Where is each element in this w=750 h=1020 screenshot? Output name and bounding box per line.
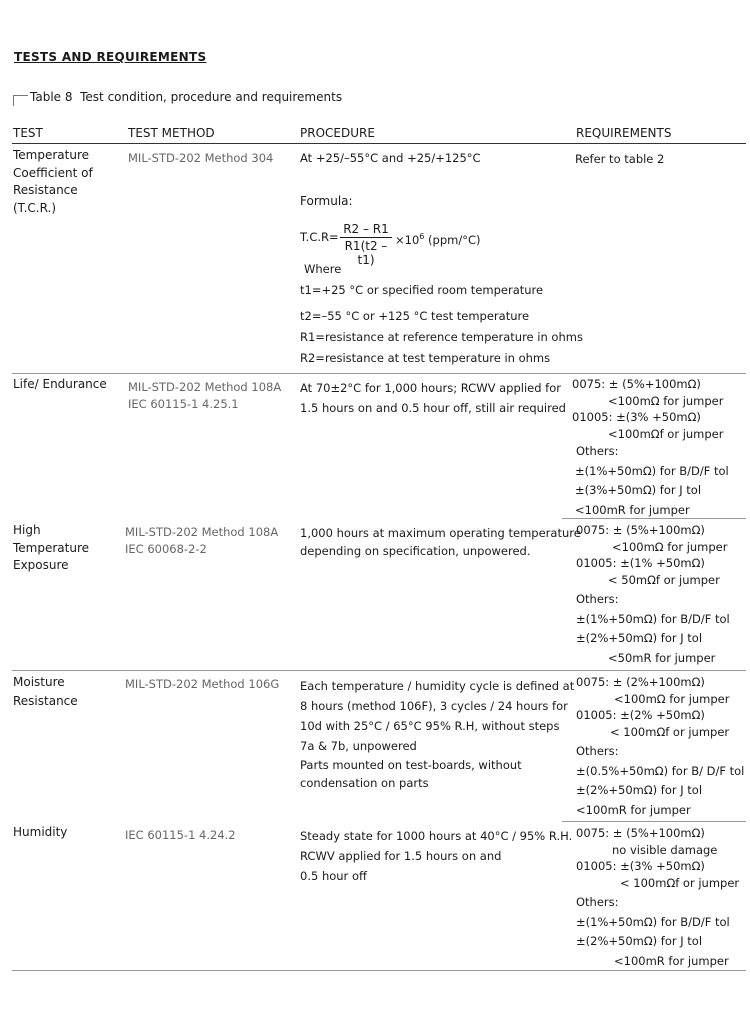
row-humidity-method: IEC 60115-1 4.24.2 — [125, 828, 236, 842]
row-tcr-r2: R2=resistance at test temperature in ohms — [300, 351, 551, 365]
caption-label: Table 8 — [30, 90, 73, 104]
header-requirements: REQUIREMENTS — [576, 126, 672, 140]
row-tcr-formula-prefix: T.C.R= — [300, 230, 339, 244]
header-test: TEST — [13, 126, 43, 140]
row-tcr-formula-label: Formula: — [300, 194, 353, 208]
row-tcr-where: Where — [304, 262, 342, 276]
caption-bracket — [13, 95, 28, 106]
row-moisture-procedure: Each temperature / humidity cycle is defined at 8 hours (method 106F), 3 cycles / 24 hours for 10d with 25°C / 65°C 95% R.H, without steps 7a & 7b, unpowered Parts mounted on test-boards, without condensation on parts — [300, 679, 575, 790]
formula-numerator: R2 – R1 — [340, 222, 392, 238]
row-humidity-procedure: Steady state for 1000 hours at 40°C / 95% R.H. RCWV applied for 1.5 hours on and 0.5 hour off — [300, 829, 573, 883]
row-high-temp-requirements: 0075: ± (5%+100mΩ) <100mΩ for jumper 01005: ±(1% +50mΩ) < 50mΩf or jumper Others: ±(1%+50mΩ) for B/D/F tol ±(2%+50mΩ) for J tol <50mR for jumper — [576, 523, 730, 665]
section-title: TESTS AND REQUIREMENTS — [14, 50, 207, 64]
row-tcr-method: MIL-STD-202 Method 304 — [128, 151, 274, 165]
row-tcr-procedure-line1: At +25/–55°C and +25/+125°C — [300, 151, 481, 165]
table-caption — [30, 90, 342, 104]
row-high-temp-procedure: 1,000 hours at maximum operating temperature depending on specification, unpowered. — [300, 526, 581, 558]
row-life-requirements: 0075: ± (5%+100mΩ) <100mΩ for jumper 01005: ±(3% +50mΩ) <100mΩf or jumper Others: ±(1%+50mΩ) for B/D/F tol ±(3%+50mΩ) for J tol <100mR for jumper — [572, 377, 729, 517]
tcr-formula-fraction — [340, 222, 392, 267]
row-life-procedure: At 70±2°C for 1,000 hours; RCWV applied for 1.5 hours on and 0.5 hour off, still air required — [300, 381, 566, 415]
row-divider — [12, 670, 746, 671]
row-divider — [562, 821, 746, 822]
row-tcr-r1: R1=resistance at reference temperature in ohms — [300, 330, 583, 344]
row-divider — [12, 970, 746, 971]
row-high-temp-method: MIL-STD-202 Method 108A IEC 60068-2-2 — [125, 525, 279, 556]
row-tcr-requirements: Refer to table 2 — [575, 152, 665, 166]
row-life-method: MIL-STD-202 Method 108A IEC 60115-1 4.25.1 — [128, 380, 282, 411]
row-tcr-t1: t1=+25 °C or specified room temperature — [300, 283, 544, 297]
row-humidity-test: Humidity — [13, 825, 68, 839]
row-humidity-requirements: 0075: ± (5%+100mΩ) no visible damage 01005: ±(3% +50mΩ) < 100mΩf or jumper Others: ±(1%+50mΩ) for B/D/F tol ±(2%+50mΩ) for J tol <100mR for jumper — [576, 826, 740, 968]
header-rule — [12, 143, 746, 144]
row-moisture-method: MIL-STD-202 Method 106G — [125, 677, 280, 691]
row-moisture-requirements: 0075: ± (2%+100mΩ) <100mΩ for jumper 01005: ±(2% +50mΩ) < 100mΩf or jumper Others: ±(0.5%+50mΩ) for B/ D/F tol ±(2%+50mΩ) for J tol <100mR for jumper — [576, 675, 745, 817]
row-tcr-test: Temperature Coefficient of Resistance (T.C.R.) — [13, 148, 93, 215]
header-test-method: TEST METHOD — [128, 126, 215, 140]
row-divider — [12, 373, 746, 374]
caption-text: Test condition, procedure and requirements — [80, 90, 343, 104]
row-tcr-t2: t2=–55 °C or +125 °C test temperature — [300, 309, 530, 323]
row-moisture-test: Moisture Resistance — [13, 675, 78, 708]
row-life-test: Life/ Endurance — [13, 377, 107, 391]
row-divider — [562, 518, 746, 519]
row-tcr-formula-suffix: $\times 10^6$ (ppm/°C) — [395, 232, 481, 247]
row-high-temp-test: High Temperature Exposure — [13, 523, 90, 572]
formula-denominator: R1(t2 – t1) — [344, 239, 388, 267]
header-procedure: PROCEDURE — [300, 126, 375, 140]
